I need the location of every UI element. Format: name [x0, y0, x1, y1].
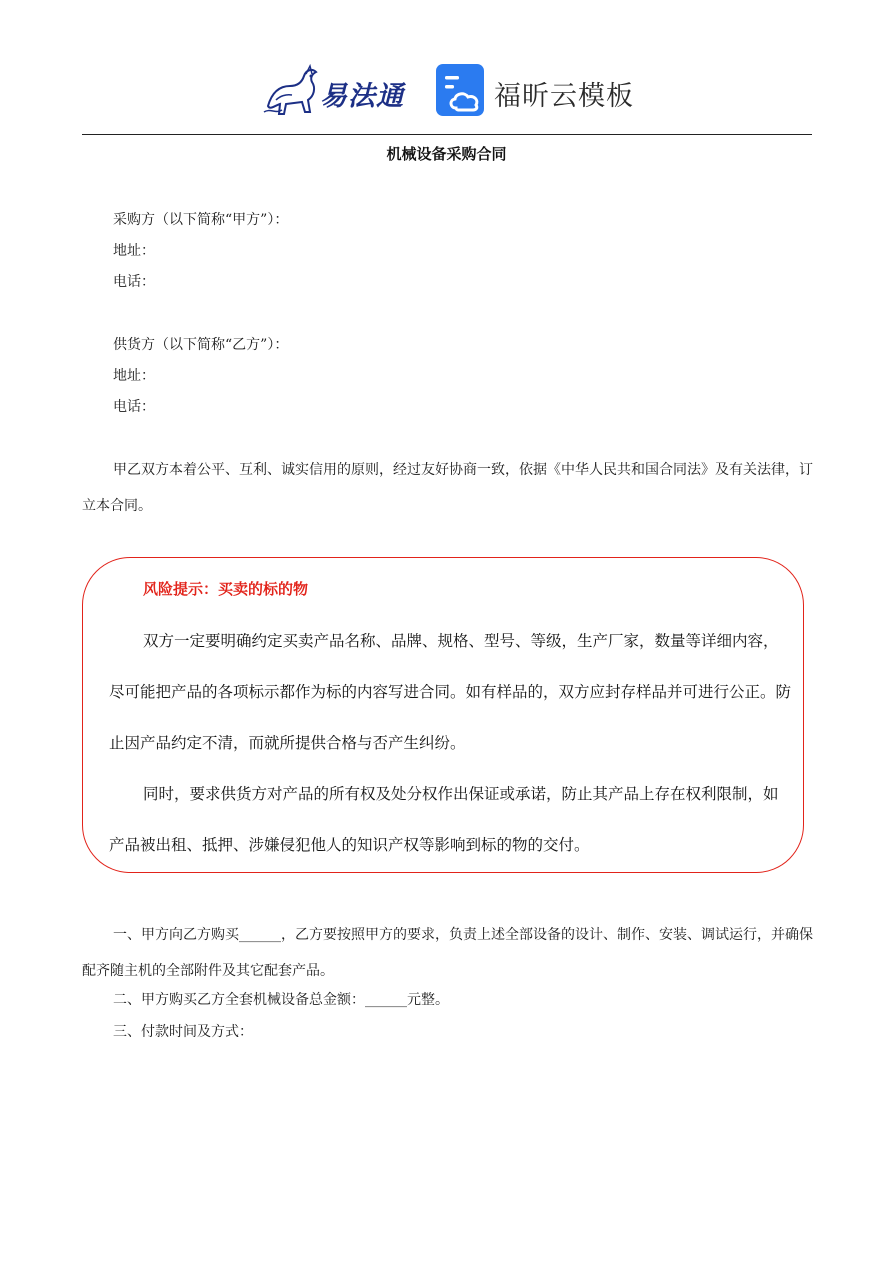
clause-3: 三、付款时间及方式：: [113, 1024, 253, 1040]
party-b-phone: 电话：: [113, 399, 155, 415]
foxit-cloud-template-text: 福昕云模板: [494, 81, 634, 112]
yifatong-logo: [262, 62, 412, 118]
page-header: [0, 58, 893, 122]
risk-notice-title: 风险提示：买卖的标的物: [143, 580, 309, 598]
document-title: 机械设备采购合同: [386, 145, 507, 163]
risk-notice-body: [109, 616, 791, 871]
preamble-paragraph: 甲乙双方本着公平、互利、诚实信用的原则，经过友好协商一致，依据《中华人民共和国合同法》及有关法律，订立本合同。: [82, 462, 813, 514]
party-b-address: 地址：: [113, 368, 155, 384]
header-divider: [82, 134, 812, 135]
risk-notice-paragraph: 同时，要求供货方对产品的所有权及处分权作出保证或承诺，防止其产品上存在权利限制，如产品被出租、抵押、涉嫌侵犯他人的知识产权等影响到标的物的交付。: [109, 785, 779, 854]
clause-2: 二、甲方购买乙方全套机械设备总金额：______元整。: [113, 992, 449, 1008]
foxit-cloud-template-logo: [436, 64, 636, 118]
qilin-emblem-icon: [262, 62, 322, 118]
party-a-phone: 电话：: [113, 274, 155, 290]
yifatong-logo-text: 易法通: [320, 81, 404, 112]
party-a-label: 采购方（以下简称“甲方”）：: [113, 212, 289, 228]
risk-notice-box: [82, 557, 804, 873]
clause-1: 一、甲方向乙方购买______，乙方要按照甲方的要求，负责上述全部设备的设计、制作、安装、调试运行，并确保配齐随主机的全部附件及其它配套产品。: [82, 927, 813, 979]
risk-notice-paragraph: 双方一定要明确约定买卖产品名称、品牌、规格、型号、等级，生产厂家，数量等详细内容，尽可能把产品的各项标示都作为标的内容写进合同。如有样品的，双方应封存样品并可进行公正。防止因产品约定不清，而就所提供合格与否产生纠纷。: [109, 632, 792, 752]
document-cloud-icon: [436, 64, 486, 116]
party-a-address: 地址：: [113, 243, 155, 259]
party-b-label: 供货方（以下简称“乙方”）：: [113, 337, 289, 353]
